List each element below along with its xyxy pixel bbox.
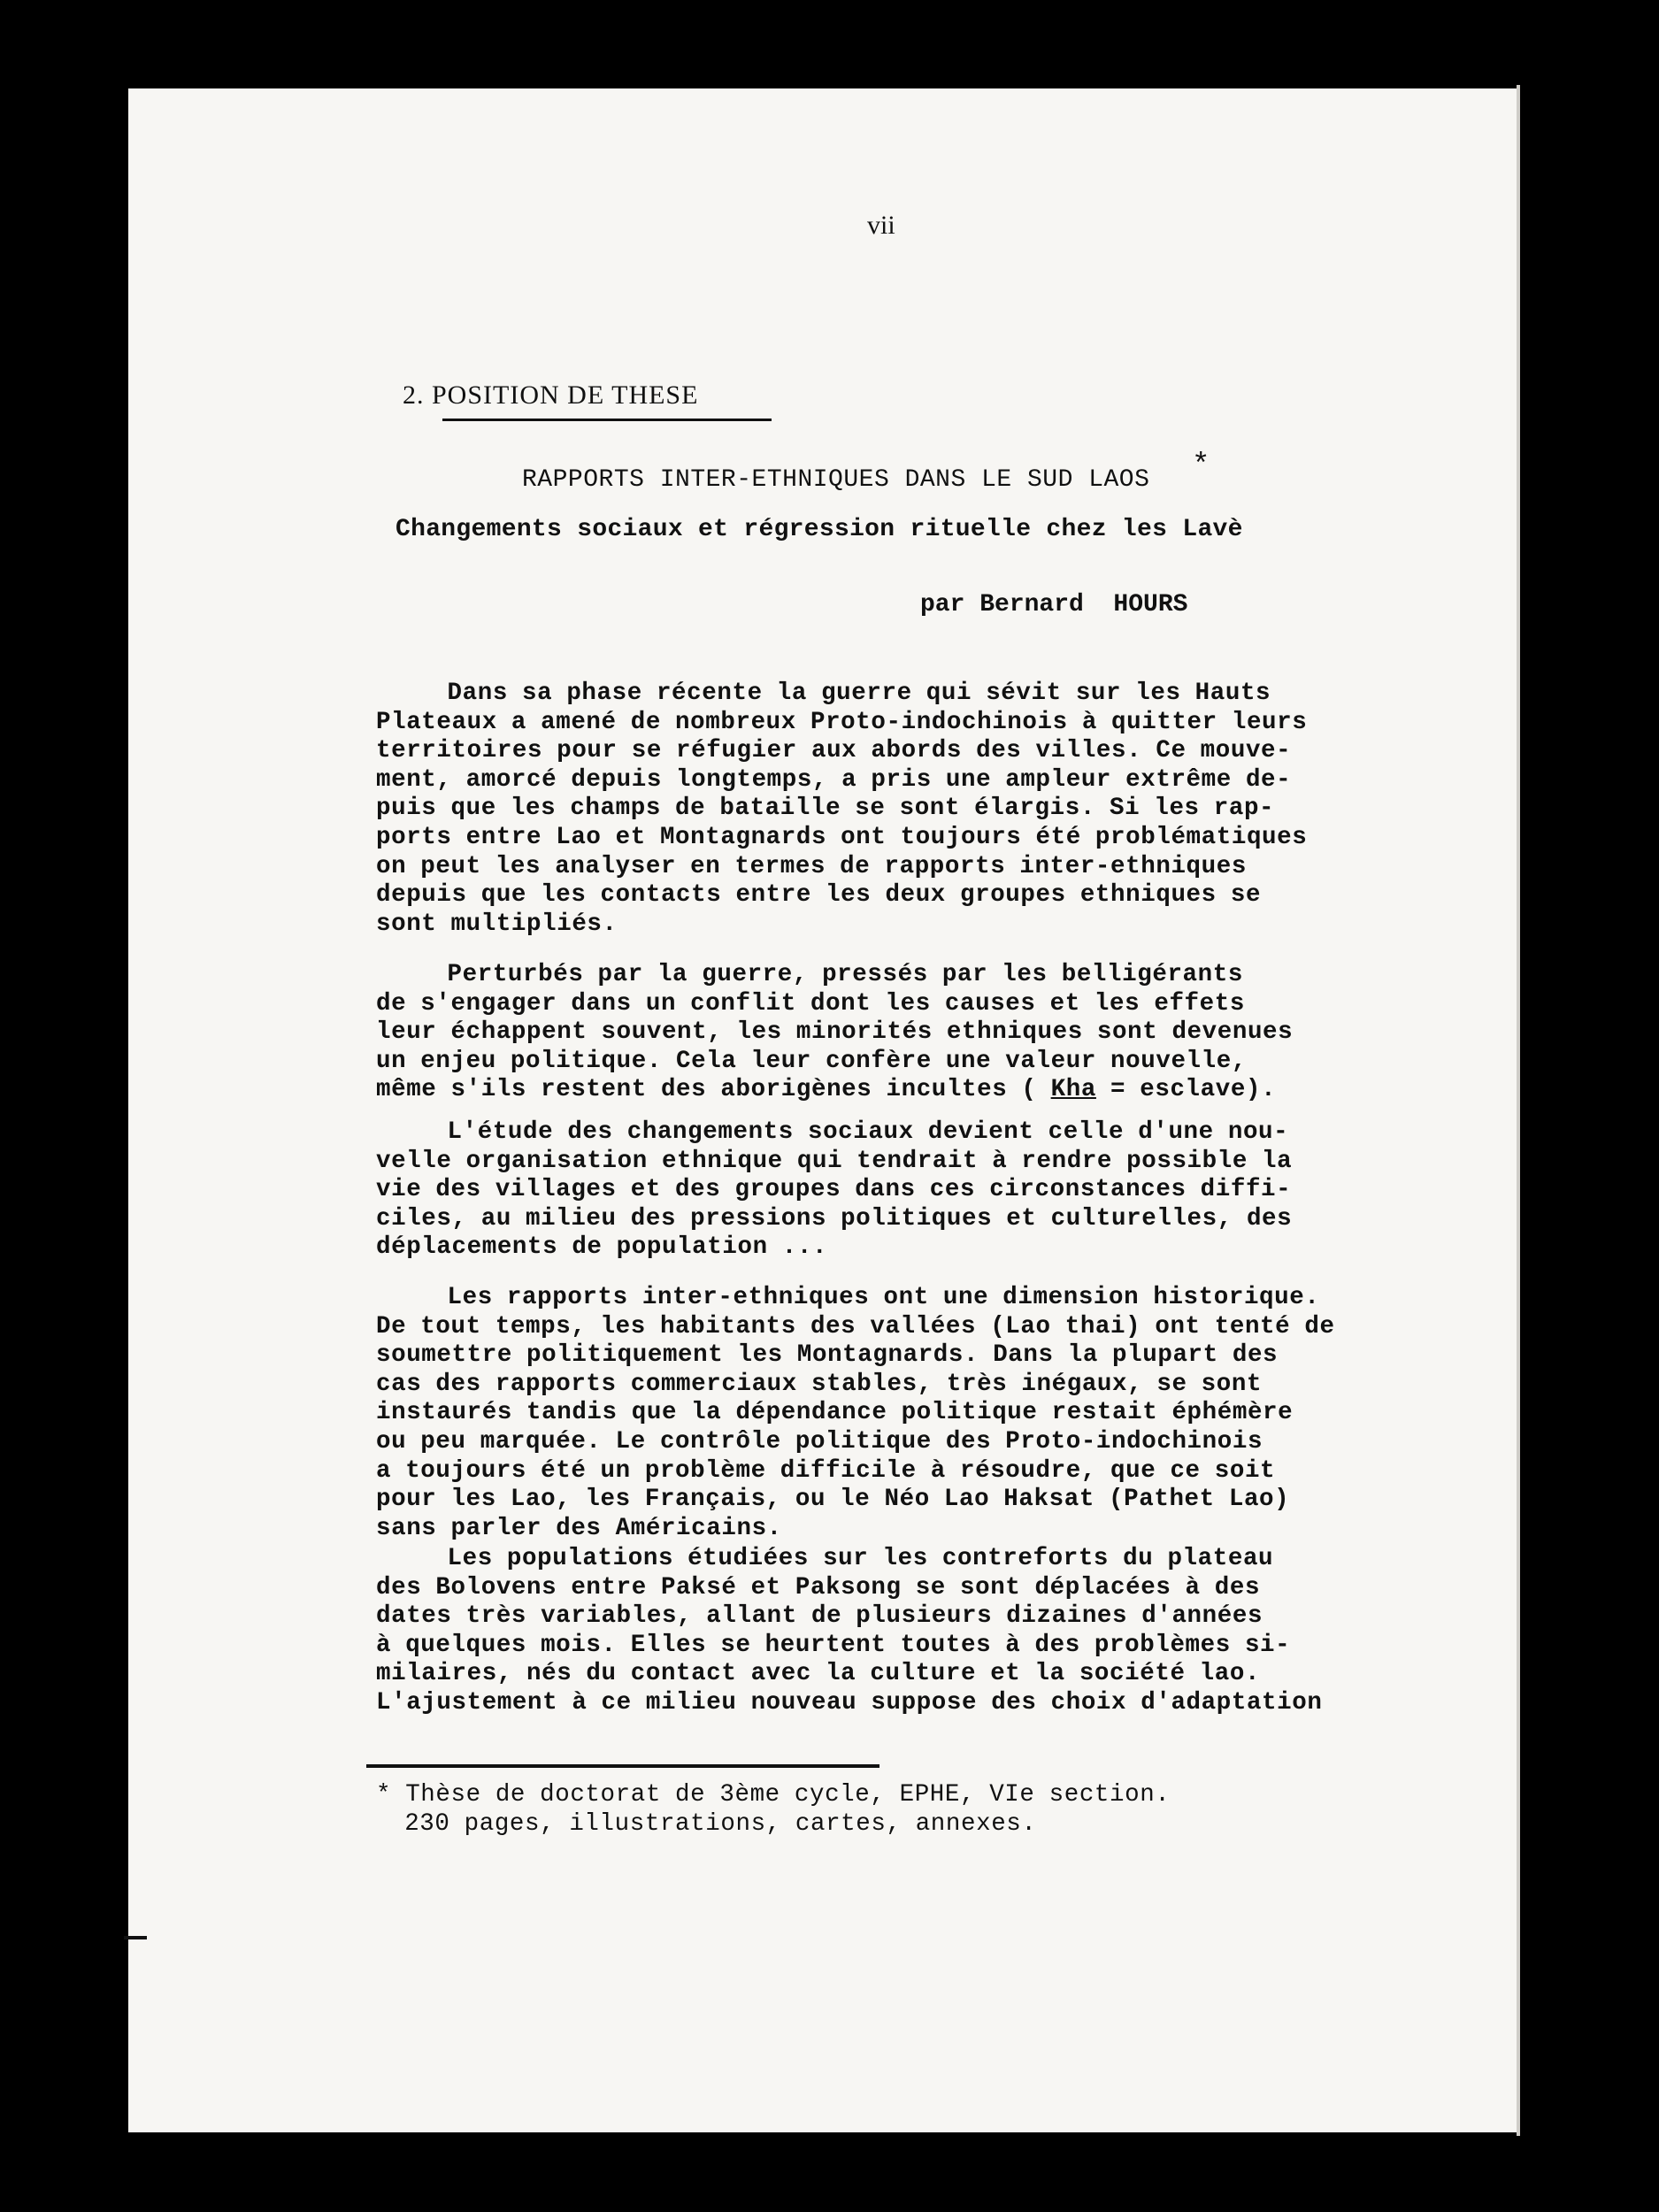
title-footnote-mark: * (1192, 449, 1210, 483)
text-line: ment, amorcé depuis longtemps, a pris une ampleur extrême de- (376, 765, 1292, 794)
text-line: territoires pour se réfugier aux abords des villes. Ce mouve- (376, 737, 1292, 765)
footnote-line: 230 pages, illustrations, cartes, annexes. (376, 1809, 1037, 1838)
text-line: L'étude des changements sociaux devient celle d'une nou- (376, 1118, 1289, 1146)
text-line: De tout temps, les habitants des vallées (Lao thai) ont tenté de (376, 1312, 1335, 1340)
paragraph-3 (376, 1118, 1394, 1263)
text-line: déplacements de population ... (376, 1233, 828, 1262)
text-line: cas des rapports commerciaux stables, très inégaux, se sont (376, 1370, 1263, 1398)
paragraph-5 (376, 1545, 1394, 1718)
text-line: sans parler des Américains. (376, 1514, 782, 1542)
text-line: Plateaux a amené de nombreux Proto-indochinois à quitter leurs (376, 708, 1308, 736)
text-line: ciles, au milieu des pressions politiques et culturelles, des (376, 1204, 1293, 1233)
text-line: milaires, nés du contact avec la culture et la société lao. (376, 1660, 1261, 1688)
footnote-separator (366, 1764, 879, 1768)
footnote (376, 1781, 1394, 1839)
underlined-term: Kha (1050, 1076, 1096, 1104)
text-line: on peut les analyser en termes de rapports inter-ethniques (376, 852, 1247, 880)
paragraph-1 (376, 680, 1394, 939)
text-line-with-underline (376, 1076, 1394, 1105)
text-line: velle organisation ethnique qui tendrait à rendre possible la (376, 1147, 1293, 1175)
text-fragment: = esclave). (1095, 1076, 1277, 1104)
text-line: de s'engager dans un conflit dont les causes et les effets (376, 989, 1245, 1018)
text-line: dates très variables, allant de plusieurs dizaines d'années (376, 1602, 1263, 1631)
text-line: L'ajustement à ce milieu nouveau suppose des choix d'adaptation (376, 1688, 1323, 1717)
section-heading: 2. POSITION DE THESE (403, 380, 699, 410)
text-line: Dans sa phase récente la guerre qui sévit sur les Hauts (376, 680, 1271, 707)
text-line: un enjeu politique. Cela leur confère une valeur nouvelle, (376, 1047, 1247, 1075)
text-line: Les populations étudiées sur les contreforts du plateau (376, 1545, 1274, 1572)
paragraph-4 (376, 1284, 1394, 1543)
text-line: des Bolovens entre Paksé et Paksong se sont déplacées à des (376, 1573, 1261, 1601)
text-line: Perturbés par la guerre, pressés par les belligérants (376, 961, 1243, 988)
text-line: à quelques mois. Elles se heurtent toutes à des problèmes si- (376, 1631, 1291, 1659)
text-line: Les rapports inter-ethniques ont une dimension historique. (376, 1284, 1320, 1311)
text-line: soumettre politiquement les Montagnards. Dans la plupart des (376, 1341, 1279, 1370)
section-heading-underline (442, 419, 772, 421)
text-line: sont multipliés. (376, 910, 618, 938)
page-edge (1517, 85, 1520, 2136)
text-line: instaurés tandis que la dépendance politique restait éphémère (376, 1399, 1294, 1427)
text-line: vie des villages et des groupes dans ces circonstances diffi- (376, 1176, 1292, 1204)
text-line: a toujours été un problème difficile à résoudre, que ce soit (376, 1456, 1276, 1485)
author-line: par Bernard HOURS (920, 591, 1188, 618)
text-fragment: même s'ils restent des aborigènes incultes ( (376, 1076, 1051, 1104)
text-line: leur échappent souvent, les minorités ethniques sont devenues (376, 1018, 1294, 1047)
document-title: RAPPORTS INTER-ETHNIQUES DANS LE SUD LAOS (522, 466, 1150, 494)
margin-mark (124, 1936, 147, 1939)
text-line: ou peu marquée. Le contrôle politique des Proto-indochinois (376, 1427, 1263, 1455)
text-line: depuis que les contacts entre les deux groupes ethniques se (376, 881, 1262, 910)
text-line: ports entre Lao et Montagnards ont toujours été problématiques (376, 823, 1308, 851)
page-number: vii (867, 211, 895, 240)
text-line: pour les Lao, les Français, ou le Néo Lao Haksat (Pathet Lao) (376, 1486, 1290, 1514)
paragraph-2 (376, 961, 1394, 1105)
document-subtitle: Changements sociaux et régression rituelle chez les Lavè (396, 516, 1243, 543)
footnote-line: * Thèse de doctorat de 3ème cycle, EPHE, VIe section. (376, 1781, 1171, 1809)
text-line: puis que les champs de bataille se sont élargis. Si les rap- (376, 795, 1275, 823)
